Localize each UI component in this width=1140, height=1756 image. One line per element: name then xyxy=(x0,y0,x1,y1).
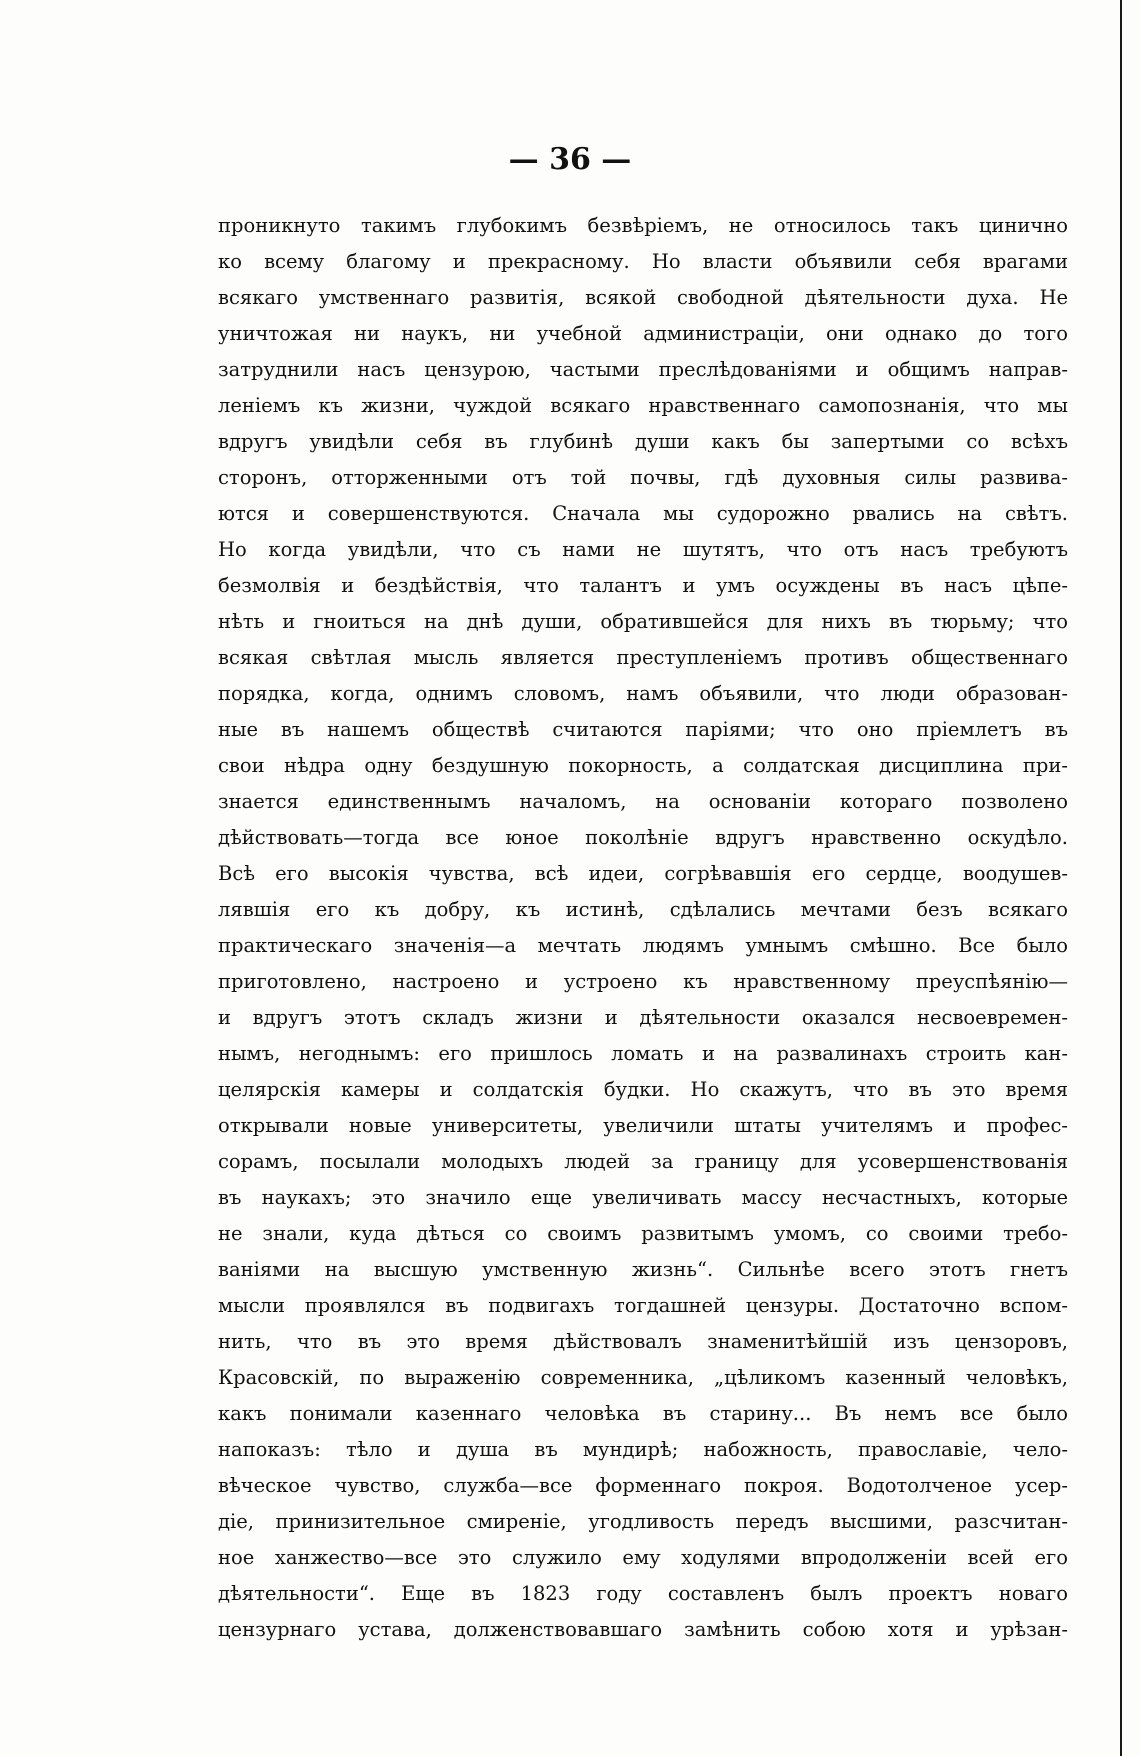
text-line: напоказъ: тѣло и душа въ мундирѣ; набожность, православіе, чело- xyxy=(218,1438,1068,1461)
text-line: открывали новые университеты, увеличили штаты учителямъ и профес- xyxy=(218,1114,1068,1137)
text-line: дѣятельности“. Еще въ 1823 году составленъ былъ проектъ новаго xyxy=(218,1582,1068,1605)
text-line: всякаго умственнаго развитія, всякой свободной дѣятельности духа. Не xyxy=(218,286,1068,309)
text-line: Красовскій, по выраженію современника, „цѣликомъ казенный человѣкъ, xyxy=(218,1366,1068,1389)
text-line: вдругъ увидѣли себя въ глубинѣ души какъ бы запертыми со всѣхъ xyxy=(218,430,1068,453)
text-line: ко всему благому и прекрасному. Но власти объявили себя врагами xyxy=(218,250,1068,273)
text-line: всякая свѣтлая мысль является преступленіемъ противъ общественнаго xyxy=(218,646,1068,669)
text-line: ются и совершенствуются. Сначала мы судорожно рвались на свѣтъ. xyxy=(218,502,1068,525)
text-line: безмолвія и бездѣйствія, что талантъ и умъ осуждены въ насъ цѣпе- xyxy=(218,574,1068,597)
text-line: практическаго значенія—а мечтать людямъ умнымъ смѣшно. Все было xyxy=(218,934,1068,957)
text-line: и вдругъ этотъ складъ жизни и дѣятельности оказался несвоевремен- xyxy=(218,1006,1068,1029)
text-line: ное ханжество—все это служило ему ходулями впродолженіи всей его xyxy=(218,1546,1068,1569)
text-line: дѣйствовать—тогда все юное поколѣніе вдругъ нравственно оскудѣло. xyxy=(218,826,1068,849)
text-line: цензурнаго устава, долженствовавшаго замѣнить собою хотя и урѣзан- xyxy=(218,1618,1068,1641)
text-line: целярскія камеры и солдатскія будки. Но скажутъ, что въ это время xyxy=(218,1078,1068,1101)
page-edge-shadow xyxy=(1120,0,1122,1756)
text-line: знается единственнымъ началомъ, на основаніи котораго позволено xyxy=(218,790,1068,813)
text-line: нѣть и гноиться на днѣ души, обратившейся для нихъ въ тюрьму; что xyxy=(218,610,1068,633)
body-text xyxy=(218,208,1068,1648)
text-line: какъ понимали казеннаго человѣка въ старину... Въ немъ все было xyxy=(218,1402,1068,1425)
text-line: Но когда увидѣли, что съ нами не шутятъ, что отъ насъ требуютъ xyxy=(218,538,1068,561)
text-line: леніемъ къ жизни, чуждой всякаго нравственнаго самопознанія, что мы xyxy=(218,394,1068,417)
text-line: сторонъ, отторженными отъ той почвы, гдѣ духовныя силы развива- xyxy=(218,466,1068,489)
text-line: ные въ нашемъ обществѣ считаются паріями; что оно пріемлетъ въ xyxy=(218,718,1068,741)
page-number: — 36 — xyxy=(508,142,632,177)
text-line: не знали, куда дѣться со своимъ развитымъ умомъ, со своими требо- xyxy=(218,1222,1068,1245)
text-line: мысли проявлялся въ подвигахъ тогдашней цензуры. Достаточно вспом- xyxy=(218,1294,1068,1317)
text-line: нымъ, негоднымъ: его пришлось ломать и на развалинахъ строить кан- xyxy=(218,1042,1068,1065)
text-line: уничтожая ни наукъ, ни учебной администраціи, они однако до того xyxy=(218,322,1068,345)
text-line: Всѣ его высокія чувства, всѣ идеи, согрѣвавшія его сердце, воодушев- xyxy=(218,862,1068,885)
text-line: свои нѣдра одну бездушную покорность, а солдатская дисциплина при- xyxy=(218,754,1068,777)
text-line: приготовлено, настроено и устроено къ нравственному преуспѣянію— xyxy=(218,970,1068,993)
text-line: порядка, когда, однимъ словомъ, намъ объявили, что люди образован- xyxy=(218,682,1068,705)
text-line: въ наукахъ; это значило еще увеличивать массу несчастныхъ, которые xyxy=(218,1186,1068,1209)
text-line: ваніями на высшую умственную жизнь“. Сильнѣе всего этотъ гнетъ xyxy=(218,1258,1068,1281)
text-line: сорамъ, посылали молодыхъ людей за границу для усовершенствованія xyxy=(218,1150,1068,1173)
text-line: затруднили насъ цензурою, частыми преслѣдованіями и общимъ направ- xyxy=(218,358,1068,381)
text-line: лявшія его къ добру, къ истинѣ, сдѣлались мечтами безъ всякаго xyxy=(218,898,1068,921)
text-line: проникнуто такимъ глубокимъ безвѣріемъ, не относилось такъ цинично xyxy=(218,214,1068,237)
text-line: нить, что въ это время дѣйствовалъ знаменитѣйшій изъ цензоровъ, xyxy=(218,1330,1068,1353)
text-line: діе, принизительное смиреніе, угодливость передъ высшими, разсчитан- xyxy=(218,1510,1068,1533)
text-line: вѣческое чувство, служба—все форменнаго покроя. Водотолченое усер- xyxy=(218,1474,1068,1497)
